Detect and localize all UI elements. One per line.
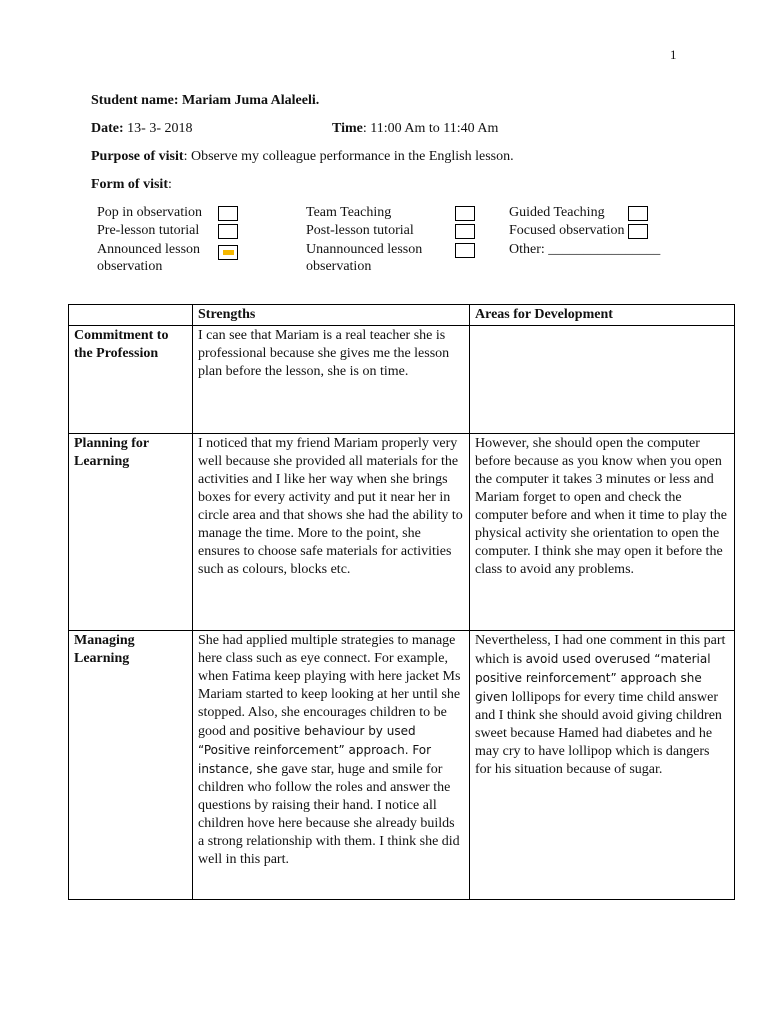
student-name-value: Mariam Juma Alaleeli. <box>182 93 320 108</box>
header-development: Areas for Development <box>470 305 735 326</box>
checkbox-pop-in[interactable] <box>218 206 238 221</box>
option-announced-label-1: Announced lesson <box>97 242 201 257</box>
row-planning-category: Planning for Learning <box>69 434 193 631</box>
row-managing-development <box>470 631 735 900</box>
option-focused-label: Focused observation <box>509 223 625 238</box>
option-other-label: Other: ________________ <box>509 242 661 257</box>
option-pre-lesson <box>97 222 199 239</box>
row-managing-category: Managing Learning <box>69 631 193 900</box>
time-label: Time <box>332 121 363 136</box>
page-number: 1 <box>670 47 677 62</box>
observation-table <box>68 304 735 900</box>
option-announced <box>97 241 200 275</box>
option-post-lesson <box>306 222 414 239</box>
managing-development-text-1: Nevertheless, I had one comment in this part which is <box>475 633 726 667</box>
purpose-label: Purpose of visit <box>91 149 184 164</box>
managing-development-text-3: lollipops for every time child answer and I think she should avoid giving children sweet because Hamed had diabetes and he may cry to have lollipop which is dangers for his situation because of sugar. <box>475 690 722 777</box>
student-name-line <box>91 93 319 109</box>
option-other <box>509 241 660 258</box>
checkbox-checked-mark <box>223 250 234 255</box>
table-header-row <box>69 305 735 326</box>
form-of-visit-colon: : <box>167 177 172 192</box>
checkbox-announced[interactable] <box>218 245 238 260</box>
option-announced-label-2: observation <box>97 259 163 274</box>
option-unannounced-label-1: Unannounced lesson <box>306 242 423 257</box>
option-guided-teaching-label: Guided Teaching <box>509 205 605 220</box>
time-line <box>332 121 498 137</box>
option-focused <box>509 222 624 239</box>
option-unannounced <box>306 241 422 275</box>
checkbox-guided-teaching[interactable] <box>628 206 648 221</box>
date-value: 13- 3- 2018 <box>127 121 193 136</box>
option-unannounced-label-2: observation <box>306 259 372 274</box>
option-team-teaching-label: Team Teaching <box>306 205 392 220</box>
option-post-lesson-label: Post-lesson tutorial <box>306 223 414 238</box>
row-commitment-strengths: I can see that Mariam is a real teacher she is professional because she gives me the lesson plan before the lesson, she is on time. <box>193 326 470 434</box>
date-line <box>91 121 192 137</box>
time-value: : 11:00 Am to 11:40 Am <box>362 121 499 136</box>
managing-strengths-text-1: She had applied multiple strategies to manage here class such as eye connect. For example, when Fatima keep playing with here jacket Ms Mariam started to keep looking at her until she stopped. Also, she encourages children to be good and <box>198 633 461 739</box>
option-pop-in <box>97 204 202 221</box>
form-of-visit-line <box>91 177 172 193</box>
option-guided-teaching <box>509 204 605 221</box>
header-category <box>69 305 193 326</box>
form-of-visit-label: Form of visit <box>91 177 168 192</box>
option-pre-lesson-label: Pre-lesson tutorial <box>97 223 200 238</box>
managing-development-text-2: avoid used overused “material positive reinforcement” approach she given <box>475 652 711 704</box>
checkbox-focused[interactable] <box>628 224 648 239</box>
checkbox-unannounced[interactable] <box>455 243 475 258</box>
table-row <box>69 434 735 631</box>
row-planning-development: However, she should open the computer before because as you know when you open the computer it takes 3 minutes or less and Mariam forget to open and check the computer before and when it time to play the physical activity she orientation to open the computer. I think she may open it before the class to avoid any problems. <box>470 434 735 631</box>
purpose-value: : Observe my colleague performance in the English lesson. <box>183 149 514 164</box>
managing-strengths-text-3: gave star, huge and smile for children who follow the roles and answer the questions by raising their hand. I notice all children hove here because she already builds a strong relationship with them. I think she did well in this part. <box>198 762 460 867</box>
row-managing-strengths <box>193 631 470 900</box>
option-pop-in-label: Pop in observation <box>97 205 202 220</box>
row-planning-strengths: I noticed that my friend Mariam properly very well because she provided all materials for the activities and I like her way when she brings boxes for every activity and put it near her in circle area and that shows she had the ability to manage the time. More to the point, she ensures to choose safe materials for activities such as colours, blocks etc. <box>193 434 470 631</box>
checkbox-pre-lesson[interactable] <box>218 224 238 239</box>
managing-strengths-text-2: positive behaviour by used “Positive reinforcement” approach. For instance, she <box>198 724 432 776</box>
option-team-teaching <box>306 204 391 221</box>
header-strengths: Strengths <box>193 305 470 326</box>
row-commitment-development <box>470 326 735 434</box>
table-row <box>69 631 735 900</box>
purpose-line <box>91 149 514 165</box>
checkbox-post-lesson[interactable] <box>455 224 475 239</box>
date-label: Date: <box>91 121 124 136</box>
student-name-label: Student name: <box>91 93 179 108</box>
row-commitment-category: Commitment to the Profession <box>69 326 193 434</box>
table-row <box>69 326 735 434</box>
checkbox-team-teaching[interactable] <box>455 206 475 221</box>
